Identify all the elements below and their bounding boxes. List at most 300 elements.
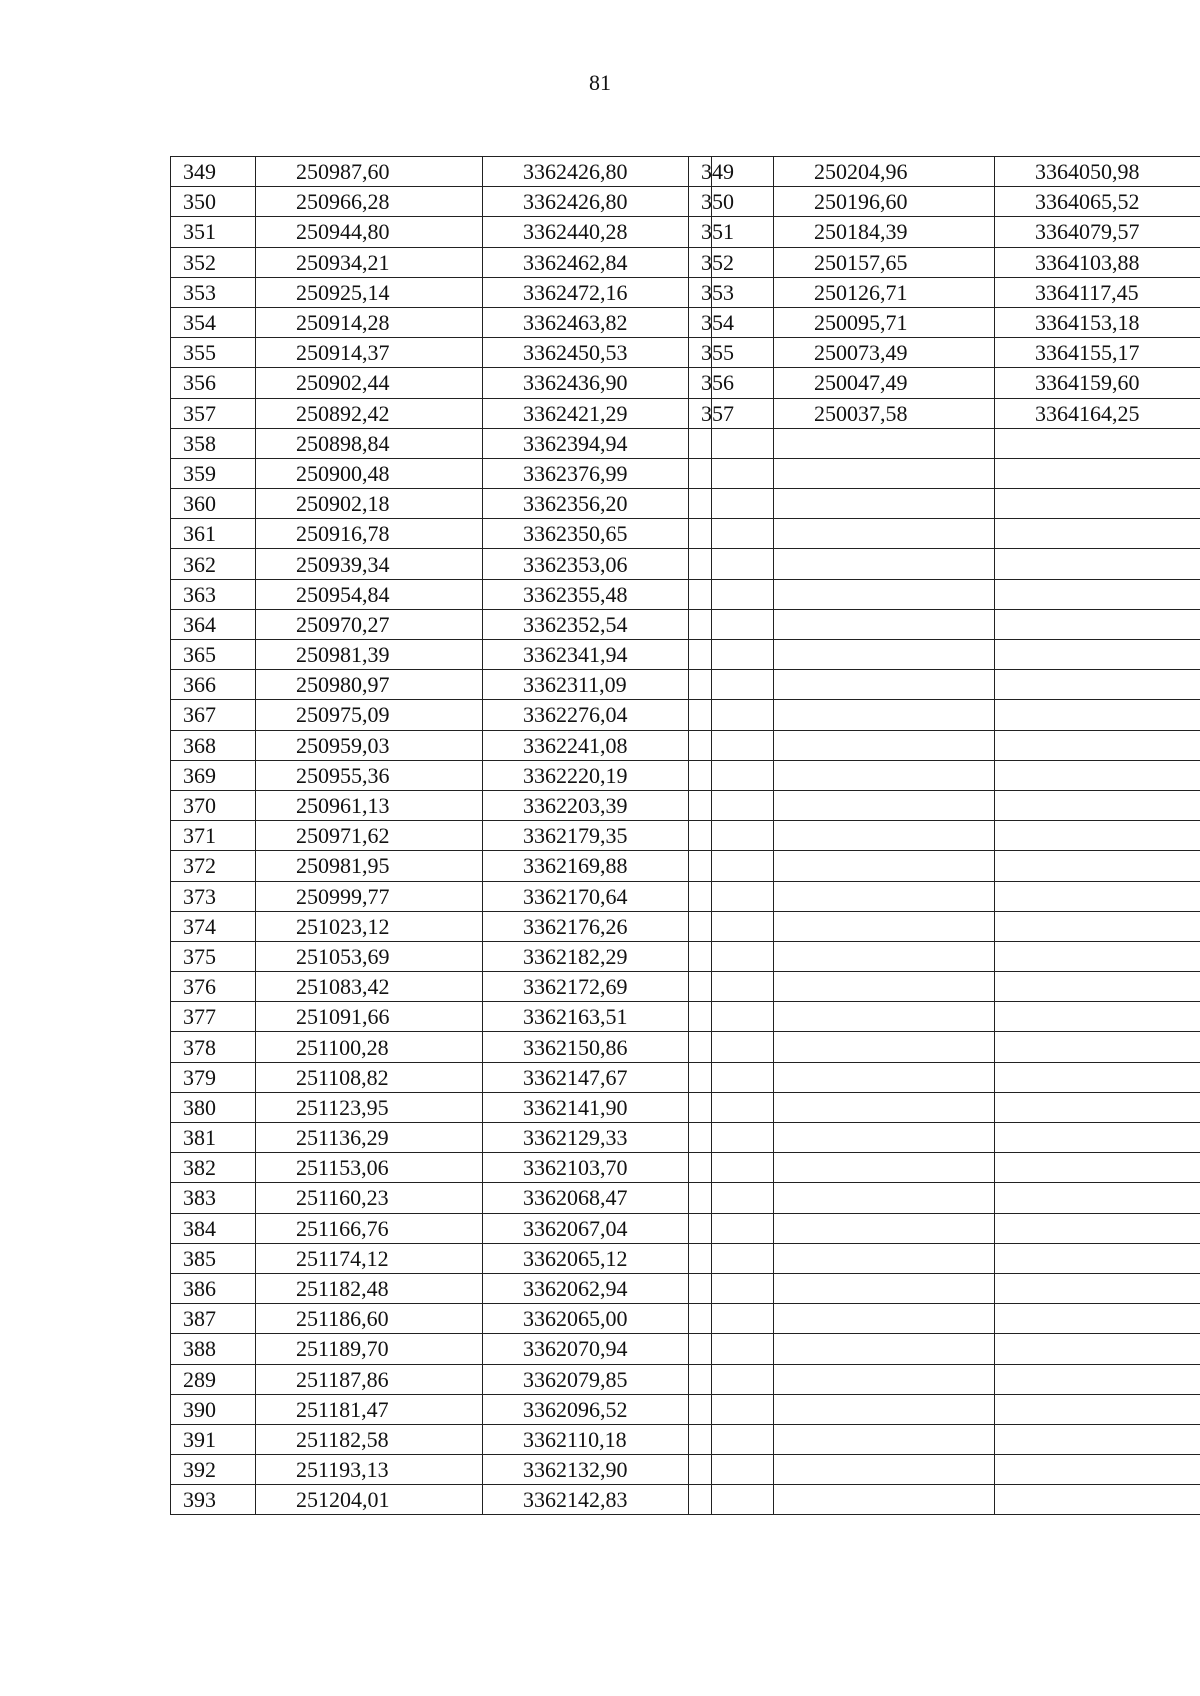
point-number-cell xyxy=(689,911,774,941)
y-coordinate-cell xyxy=(995,1213,1200,1243)
y-coordinate-cell xyxy=(995,549,1200,579)
y-coordinate-cell xyxy=(995,1273,1200,1303)
y-coordinate-cell: 3364159,60 xyxy=(995,368,1200,398)
point-number-cell xyxy=(689,670,774,700)
point-number-cell xyxy=(689,579,774,609)
x-coordinate-cell: 250944,80 xyxy=(256,217,483,247)
table-row xyxy=(171,398,712,428)
table-row xyxy=(171,1092,712,1122)
y-coordinate-cell xyxy=(995,640,1200,670)
x-coordinate-cell xyxy=(774,790,995,820)
y-coordinate-cell xyxy=(995,670,1200,700)
y-coordinate-cell xyxy=(995,1455,1200,1485)
y-coordinate-cell xyxy=(995,941,1200,971)
point-number-cell: 356 xyxy=(171,368,256,398)
table-row xyxy=(689,1153,1200,1183)
point-number-cell: 386 xyxy=(171,1273,256,1303)
x-coordinate-cell: 250095,71 xyxy=(774,307,995,337)
y-coordinate-cell: 3362079,85 xyxy=(483,1364,712,1394)
x-coordinate-cell xyxy=(774,1153,995,1183)
point-number-cell: 357 xyxy=(171,398,256,428)
coordinates-table-right xyxy=(688,156,1200,1515)
y-coordinate-cell xyxy=(995,972,1200,1002)
y-coordinate-cell: 3362129,33 xyxy=(483,1123,712,1153)
point-number-cell xyxy=(689,972,774,1002)
table-row xyxy=(689,1334,1200,1364)
table-row xyxy=(689,1485,1200,1515)
y-coordinate-cell: 3362103,70 xyxy=(483,1153,712,1183)
point-number-cell: 355 xyxy=(171,338,256,368)
y-coordinate-cell xyxy=(995,1424,1200,1454)
point-number-cell xyxy=(689,1364,774,1394)
point-number-cell xyxy=(689,1213,774,1243)
y-coordinate-cell: 3364117,45 xyxy=(995,277,1200,307)
x-coordinate-cell xyxy=(774,1394,995,1424)
point-number-cell: 352 xyxy=(171,247,256,277)
point-number-cell: 373 xyxy=(171,881,256,911)
y-coordinate-cell: 3362440,28 xyxy=(483,217,712,247)
table-row xyxy=(689,609,1200,639)
point-number-cell: 387 xyxy=(171,1304,256,1334)
table-row xyxy=(689,307,1200,337)
x-coordinate-cell: 251182,58 xyxy=(256,1424,483,1454)
table-row xyxy=(171,187,712,217)
y-coordinate-cell xyxy=(995,1485,1200,1515)
x-coordinate-cell: 251160,23 xyxy=(256,1183,483,1213)
point-number-cell: 366 xyxy=(171,670,256,700)
x-coordinate-cell: 250204,96 xyxy=(774,157,995,187)
x-coordinate-cell: 251193,13 xyxy=(256,1455,483,1485)
x-coordinate-cell: 250126,71 xyxy=(774,277,995,307)
x-coordinate-cell: 250987,60 xyxy=(256,157,483,187)
x-coordinate-cell: 251083,42 xyxy=(256,972,483,1002)
y-coordinate-cell: 3362096,52 xyxy=(483,1394,712,1424)
table-row xyxy=(171,1394,712,1424)
y-coordinate-cell xyxy=(995,1123,1200,1153)
x-coordinate-cell xyxy=(774,428,995,458)
table-row xyxy=(171,1183,712,1213)
x-coordinate-cell: 250939,34 xyxy=(256,549,483,579)
y-coordinate-cell: 3362176,26 xyxy=(483,911,712,941)
x-coordinate-cell xyxy=(774,821,995,851)
point-number-cell: 382 xyxy=(171,1153,256,1183)
x-coordinate-cell: 251204,01 xyxy=(256,1485,483,1515)
table-row xyxy=(171,458,712,488)
y-coordinate-cell: 3362350,65 xyxy=(483,519,712,549)
table-row xyxy=(689,489,1200,519)
y-coordinate-cell: 3362170,64 xyxy=(483,881,712,911)
table-row xyxy=(171,549,712,579)
y-coordinate-cell xyxy=(995,1002,1200,1032)
y-coordinate-cell: 3362436,90 xyxy=(483,368,712,398)
y-coordinate-cell xyxy=(995,1092,1200,1122)
x-coordinate-cell xyxy=(774,609,995,639)
point-number-cell xyxy=(689,941,774,971)
x-coordinate-cell xyxy=(774,972,995,1002)
x-coordinate-cell: 251153,06 xyxy=(256,1153,483,1183)
x-coordinate-cell xyxy=(774,1002,995,1032)
point-number-cell: 355 xyxy=(689,338,774,368)
table-row xyxy=(171,700,712,730)
table-row xyxy=(689,519,1200,549)
point-number-cell xyxy=(689,1334,774,1364)
point-number-cell: 349 xyxy=(171,157,256,187)
point-number-cell xyxy=(689,851,774,881)
point-number-cell xyxy=(689,730,774,760)
x-coordinate-cell: 250902,44 xyxy=(256,368,483,398)
table-row xyxy=(689,428,1200,458)
table-row xyxy=(171,217,712,247)
y-coordinate-cell xyxy=(995,700,1200,730)
x-coordinate-cell xyxy=(774,881,995,911)
table-row xyxy=(171,790,712,820)
table-row xyxy=(689,972,1200,1002)
table-row xyxy=(171,730,712,760)
point-number-cell xyxy=(689,1394,774,1424)
x-coordinate-cell: 251053,69 xyxy=(256,941,483,971)
table-row xyxy=(171,911,712,941)
x-coordinate-cell: 250902,18 xyxy=(256,489,483,519)
y-coordinate-cell: 3362462,84 xyxy=(483,247,712,277)
table-row xyxy=(689,1002,1200,1032)
point-number-cell xyxy=(689,458,774,488)
y-coordinate-cell xyxy=(995,1183,1200,1213)
point-number-cell: 368 xyxy=(171,730,256,760)
x-coordinate-cell: 250981,39 xyxy=(256,640,483,670)
table-row xyxy=(689,1183,1200,1213)
y-coordinate-cell xyxy=(995,1364,1200,1394)
x-coordinate-cell: 251136,29 xyxy=(256,1123,483,1153)
y-coordinate-cell: 3364103,88 xyxy=(995,247,1200,277)
point-number-cell: 350 xyxy=(689,187,774,217)
table-row xyxy=(689,941,1200,971)
y-coordinate-cell: 3362150,86 xyxy=(483,1032,712,1062)
x-coordinate-cell: 250954,84 xyxy=(256,579,483,609)
x-coordinate-cell xyxy=(774,1334,995,1364)
x-coordinate-cell xyxy=(774,760,995,790)
point-number-cell: 378 xyxy=(171,1032,256,1062)
x-coordinate-cell xyxy=(774,730,995,760)
x-coordinate-cell: 250966,28 xyxy=(256,187,483,217)
y-coordinate-cell: 3362163,51 xyxy=(483,1002,712,1032)
x-coordinate-cell: 251091,66 xyxy=(256,1002,483,1032)
y-coordinate-cell xyxy=(995,428,1200,458)
point-number-cell xyxy=(689,1032,774,1062)
table-row xyxy=(689,368,1200,398)
y-coordinate-cell: 3362450,53 xyxy=(483,338,712,368)
y-coordinate-cell: 3362147,67 xyxy=(483,1062,712,1092)
table-row xyxy=(689,730,1200,760)
table-row xyxy=(689,1304,1200,1334)
x-coordinate-cell xyxy=(774,1273,995,1303)
y-coordinate-cell xyxy=(995,1243,1200,1273)
y-coordinate-cell xyxy=(995,1032,1200,1062)
point-number-cell xyxy=(689,760,774,790)
table-row xyxy=(689,1273,1200,1303)
x-coordinate-cell xyxy=(774,489,995,519)
x-coordinate-cell xyxy=(774,579,995,609)
point-number-cell: 359 xyxy=(171,458,256,488)
y-coordinate-cell xyxy=(995,760,1200,790)
point-number-cell: 375 xyxy=(171,941,256,971)
point-number-cell: 393 xyxy=(171,1485,256,1515)
x-coordinate-cell: 250898,84 xyxy=(256,428,483,458)
x-coordinate-cell: 250961,13 xyxy=(256,790,483,820)
y-coordinate-cell xyxy=(995,790,1200,820)
point-number-cell xyxy=(689,790,774,820)
y-coordinate-cell: 3362070,94 xyxy=(483,1334,712,1364)
point-number-cell xyxy=(689,1183,774,1213)
x-coordinate-cell: 250914,28 xyxy=(256,307,483,337)
table-row xyxy=(689,760,1200,790)
x-coordinate-cell xyxy=(774,1092,995,1122)
point-number-cell: 377 xyxy=(171,1002,256,1032)
point-number-cell: 289 xyxy=(171,1364,256,1394)
x-coordinate-cell xyxy=(774,851,995,881)
y-coordinate-cell xyxy=(995,1062,1200,1092)
point-number-cell: 362 xyxy=(171,549,256,579)
y-coordinate-cell: 3362132,90 xyxy=(483,1455,712,1485)
table-row xyxy=(171,821,712,851)
x-coordinate-cell xyxy=(774,519,995,549)
x-coordinate-cell: 250955,36 xyxy=(256,760,483,790)
y-coordinate-cell: 3362065,00 xyxy=(483,1304,712,1334)
x-coordinate-cell xyxy=(774,1032,995,1062)
table-row xyxy=(171,1364,712,1394)
table-row xyxy=(689,398,1200,428)
y-coordinate-cell xyxy=(995,1394,1200,1424)
point-number-cell xyxy=(689,640,774,670)
point-number-cell xyxy=(689,428,774,458)
x-coordinate-cell xyxy=(774,1183,995,1213)
point-number-cell: 388 xyxy=(171,1334,256,1364)
x-coordinate-cell: 251186,60 xyxy=(256,1304,483,1334)
point-number-cell xyxy=(689,1485,774,1515)
point-number-cell: 363 xyxy=(171,579,256,609)
table-row xyxy=(689,338,1200,368)
table-row xyxy=(689,458,1200,488)
point-number-cell: 376 xyxy=(171,972,256,1002)
y-coordinate-cell: 3362062,94 xyxy=(483,1273,712,1303)
table-row xyxy=(171,368,712,398)
point-number-cell: 391 xyxy=(171,1424,256,1454)
point-number-cell: 361 xyxy=(171,519,256,549)
x-coordinate-cell: 250934,21 xyxy=(256,247,483,277)
point-number-cell: 354 xyxy=(689,307,774,337)
table-row xyxy=(689,851,1200,881)
x-coordinate-cell: 250073,49 xyxy=(774,338,995,368)
table-row xyxy=(689,881,1200,911)
x-coordinate-cell: 250184,39 xyxy=(774,217,995,247)
x-coordinate-cell xyxy=(774,1062,995,1092)
x-coordinate-cell: 250916,78 xyxy=(256,519,483,549)
x-coordinate-cell: 250999,77 xyxy=(256,881,483,911)
table-row xyxy=(689,549,1200,579)
table-row xyxy=(689,1243,1200,1273)
y-coordinate-cell xyxy=(995,458,1200,488)
point-number-cell: 365 xyxy=(171,640,256,670)
table-row xyxy=(171,579,712,609)
page-number: 81 xyxy=(589,70,611,95)
table-row xyxy=(689,1123,1200,1153)
x-coordinate-cell: 250981,95 xyxy=(256,851,483,881)
table-row xyxy=(689,821,1200,851)
point-number-cell xyxy=(689,489,774,519)
x-coordinate-cell xyxy=(774,670,995,700)
x-coordinate-cell: 250925,14 xyxy=(256,277,483,307)
x-coordinate-cell: 250975,09 xyxy=(256,700,483,730)
y-coordinate-cell: 3362355,48 xyxy=(483,579,712,609)
point-number-cell: 356 xyxy=(689,368,774,398)
coordinates-table-left xyxy=(170,156,712,1515)
x-coordinate-cell: 251108,82 xyxy=(256,1062,483,1092)
point-number-cell: 357 xyxy=(689,398,774,428)
y-coordinate-cell: 3362067,04 xyxy=(483,1213,712,1243)
point-number-cell: 352 xyxy=(689,247,774,277)
table-row xyxy=(171,1304,712,1334)
x-coordinate-cell: 250037,58 xyxy=(774,398,995,428)
point-number-cell: 351 xyxy=(171,217,256,247)
table-row xyxy=(689,1032,1200,1062)
point-number-cell xyxy=(689,821,774,851)
x-coordinate-cell: 250196,60 xyxy=(774,187,995,217)
table-row xyxy=(171,881,712,911)
y-coordinate-cell: 3362421,29 xyxy=(483,398,712,428)
table-row xyxy=(171,851,712,881)
y-coordinate-cell: 3362142,83 xyxy=(483,1485,712,1515)
point-number-cell xyxy=(689,1123,774,1153)
point-number-cell: 372 xyxy=(171,851,256,881)
x-coordinate-cell xyxy=(774,700,995,730)
table-row xyxy=(171,338,712,368)
x-coordinate-cell xyxy=(774,1243,995,1273)
x-coordinate-cell: 251187,86 xyxy=(256,1364,483,1394)
x-coordinate-cell: 250047,49 xyxy=(774,368,995,398)
x-coordinate-cell: 251123,95 xyxy=(256,1092,483,1122)
y-coordinate-cell: 3362353,06 xyxy=(483,549,712,579)
y-coordinate-cell xyxy=(995,609,1200,639)
x-coordinate-cell: 251181,47 xyxy=(256,1394,483,1424)
point-number-cell: 371 xyxy=(171,821,256,851)
y-coordinate-cell: 3362110,18 xyxy=(483,1424,712,1454)
x-coordinate-cell xyxy=(774,458,995,488)
table-row xyxy=(689,1455,1200,1485)
point-number-cell: 390 xyxy=(171,1394,256,1424)
y-coordinate-cell: 3362172,69 xyxy=(483,972,712,1002)
y-coordinate-cell xyxy=(995,519,1200,549)
point-number-cell: 370 xyxy=(171,790,256,820)
y-coordinate-cell: 3362341,94 xyxy=(483,640,712,670)
x-coordinate-cell: 251174,12 xyxy=(256,1243,483,1273)
table-row xyxy=(689,1213,1200,1243)
point-number-cell xyxy=(689,609,774,639)
x-coordinate-cell: 250900,48 xyxy=(256,458,483,488)
x-coordinate-cell: 250914,37 xyxy=(256,338,483,368)
y-coordinate-cell xyxy=(995,1334,1200,1364)
point-number-cell xyxy=(689,1273,774,1303)
x-coordinate-cell xyxy=(774,1485,995,1515)
y-coordinate-cell: 3364079,57 xyxy=(995,217,1200,247)
table-row xyxy=(689,640,1200,670)
y-coordinate-cell: 3364155,17 xyxy=(995,338,1200,368)
point-number-cell xyxy=(689,549,774,579)
table-row xyxy=(689,1092,1200,1122)
y-coordinate-cell: 3362179,35 xyxy=(483,821,712,851)
y-coordinate-cell: 3362472,16 xyxy=(483,277,712,307)
y-coordinate-cell: 3362426,80 xyxy=(483,157,712,187)
y-coordinate-cell xyxy=(995,489,1200,519)
table-row xyxy=(171,1273,712,1303)
table-row xyxy=(171,1213,712,1243)
table-row xyxy=(171,489,712,519)
x-coordinate-cell: 250892,42 xyxy=(256,398,483,428)
point-number-cell xyxy=(689,1002,774,1032)
y-coordinate-cell: 3364164,25 xyxy=(995,398,1200,428)
table-row xyxy=(171,277,712,307)
y-coordinate-cell xyxy=(995,579,1200,609)
table-row xyxy=(171,609,712,639)
point-number-cell xyxy=(689,1304,774,1334)
table-row xyxy=(171,428,712,458)
table-row xyxy=(171,157,712,187)
table-row xyxy=(689,1424,1200,1454)
table-row xyxy=(689,1364,1200,1394)
table-row xyxy=(171,307,712,337)
table-body xyxy=(171,157,712,1515)
x-coordinate-cell xyxy=(774,1424,995,1454)
y-coordinate-cell: 3362141,90 xyxy=(483,1092,712,1122)
y-coordinate-cell xyxy=(995,821,1200,851)
point-number-cell: 392 xyxy=(171,1455,256,1485)
point-number-cell: 381 xyxy=(171,1123,256,1153)
x-coordinate-cell xyxy=(774,549,995,579)
point-number-cell: 364 xyxy=(171,609,256,639)
point-number-cell: 379 xyxy=(171,1062,256,1092)
point-number-cell xyxy=(689,1455,774,1485)
y-coordinate-cell xyxy=(995,851,1200,881)
point-number-cell xyxy=(689,1424,774,1454)
table-row xyxy=(171,640,712,670)
x-coordinate-cell: 251182,48 xyxy=(256,1273,483,1303)
point-number-cell: 349 xyxy=(689,157,774,187)
x-coordinate-cell xyxy=(774,941,995,971)
x-coordinate-cell: 250980,97 xyxy=(256,670,483,700)
y-coordinate-cell: 3362182,29 xyxy=(483,941,712,971)
point-number-cell: 354 xyxy=(171,307,256,337)
y-coordinate-cell: 3362276,04 xyxy=(483,700,712,730)
point-number-cell: 353 xyxy=(171,277,256,307)
y-coordinate-cell: 3362463,82 xyxy=(483,307,712,337)
table-row xyxy=(171,1424,712,1454)
table-row xyxy=(689,700,1200,730)
y-coordinate-cell: 3362203,39 xyxy=(483,790,712,820)
x-coordinate-cell xyxy=(774,1364,995,1394)
point-number-cell xyxy=(689,1153,774,1183)
table-row xyxy=(689,157,1200,187)
table-row xyxy=(171,972,712,1002)
y-coordinate-cell: 3364050,98 xyxy=(995,157,1200,187)
point-number-cell: 369 xyxy=(171,760,256,790)
table-row xyxy=(171,941,712,971)
point-number-cell xyxy=(689,519,774,549)
point-number-cell: 358 xyxy=(171,428,256,458)
table-row xyxy=(171,1334,712,1364)
x-coordinate-cell xyxy=(774,1304,995,1334)
y-coordinate-cell xyxy=(995,1304,1200,1334)
y-coordinate-cell: 3362352,54 xyxy=(483,609,712,639)
table-row xyxy=(689,247,1200,277)
table-row xyxy=(171,519,712,549)
